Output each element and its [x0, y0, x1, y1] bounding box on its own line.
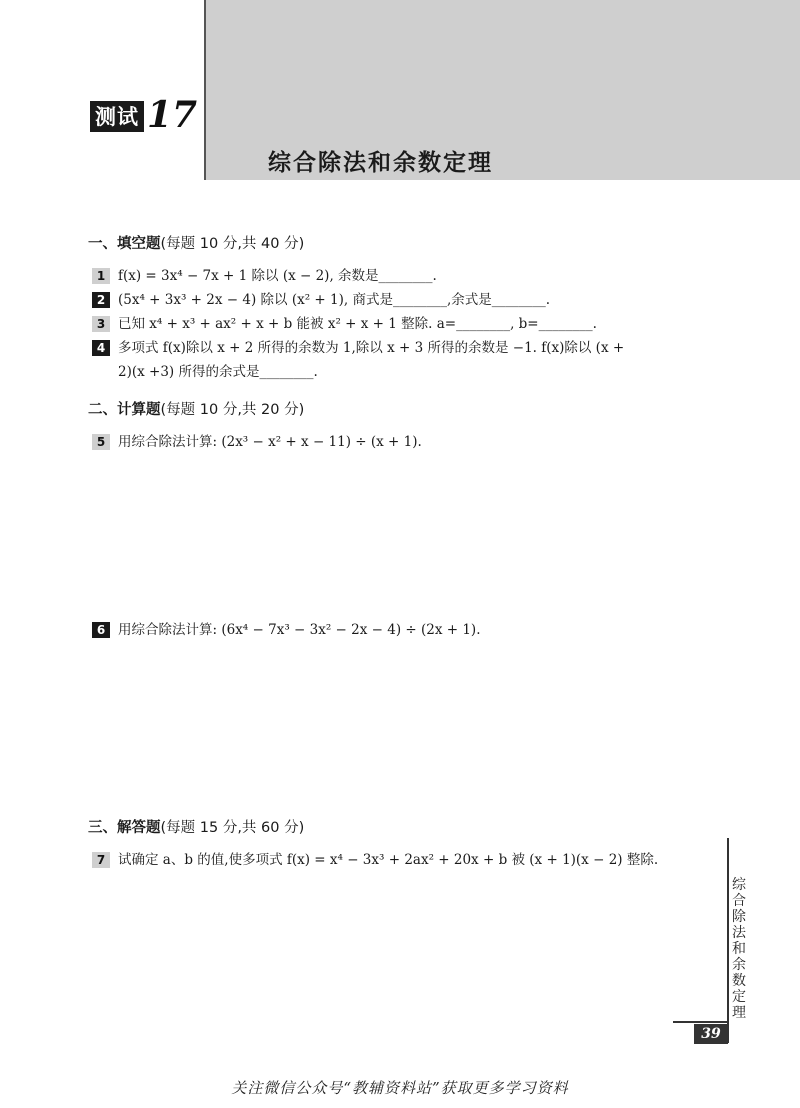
footer-note: 关注微信公众号“教辅资料站”获取更多学习资料	[231, 1079, 569, 1097]
page-number-rule	[673, 1021, 728, 1023]
question	[92, 264, 437, 288]
section-heading: 一、填空题(每题 10 分,共 40 分)	[88, 236, 305, 252]
question-number: 6	[92, 622, 110, 638]
question-text: 用综合除法计算: (6x⁴ − 7x³ − 3x² − 2x − 4) ÷ (2x + 1).	[118, 622, 481, 638]
question-text: 已知 x⁴ + x³ + ax² + x + b 能被 x² + x + 1 整除. a=________, b=________.	[118, 316, 597, 332]
question	[92, 288, 550, 312]
page-number: 39	[694, 1024, 728, 1044]
question-number: 5	[92, 434, 110, 450]
test-number: 17	[147, 94, 198, 136]
question	[92, 848, 658, 872]
section-heading: 二、计算题(每题 10 分,共 20 分)	[88, 402, 305, 418]
question-number: 2	[92, 292, 110, 308]
side-tab-divider	[727, 838, 729, 1043]
question-text: 用综合除法计算: (2x³ − x² + x − 11) ÷ (x + 1).	[118, 434, 422, 450]
side-tab-label: 综合除法和余数定理	[732, 877, 746, 1021]
question	[92, 312, 597, 336]
question-text: 试确定 a、b 的值,使多项式 f(x) = x⁴ − 3x³ + 2ax² + 20x + b 被 (x + 1)(x − 2) 整除.	[118, 852, 659, 868]
question	[92, 430, 422, 454]
question	[92, 618, 481, 642]
question-number: 1	[92, 268, 110, 284]
section-heading: 三、解答题(每题 15 分,共 60 分)	[88, 820, 305, 836]
question-number: 4	[92, 340, 110, 356]
question-text: 多项式 f(x)除以 x + 2 所得的余数为 1,除以 x + 3 所得的余数是 −1. f(x)除以 (x + 2)(x +3) 所得的余式是________.	[118, 340, 625, 380]
test-label-box: 测试	[90, 101, 144, 132]
question-number: 3	[92, 316, 110, 332]
question-text: f(x) = 3x⁴ − 7x + 1 除以 (x − 2), 余数是________.	[118, 268, 437, 284]
question-text: (5x⁴ + 3x³ + 2x − 4) 除以 (x² + 1), 商式是________,余式是________.	[118, 292, 551, 308]
chapter-title: 综合除法和余数定理	[268, 150, 493, 176]
test-label	[90, 94, 198, 136]
header-divider	[204, 0, 206, 180]
question-number: 7	[92, 852, 110, 868]
question	[92, 336, 624, 384]
